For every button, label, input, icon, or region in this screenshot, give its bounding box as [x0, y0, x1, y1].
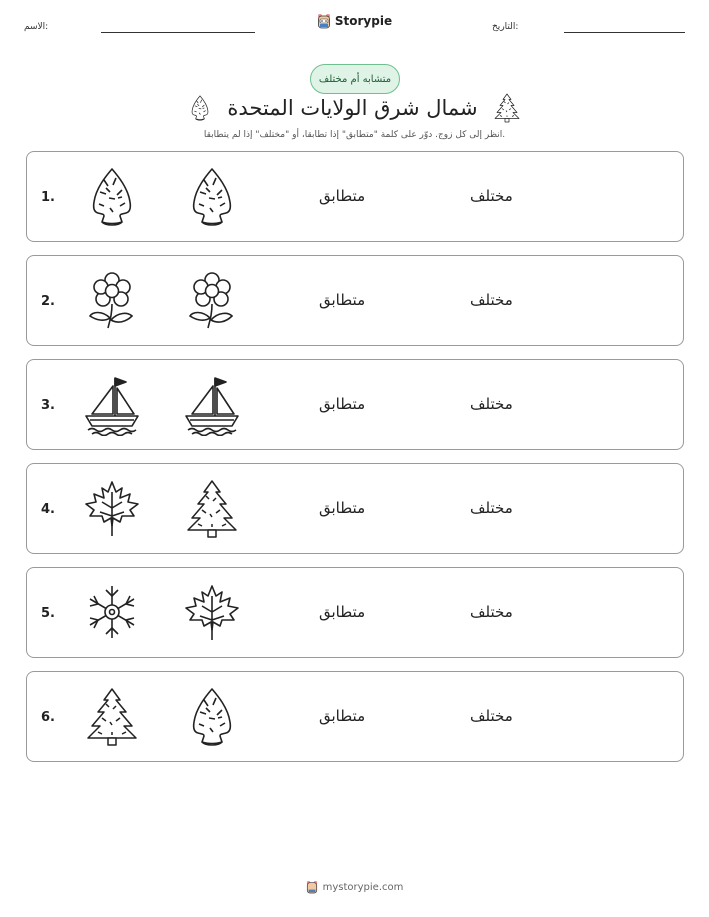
- arrowhead-icon: [182, 686, 242, 748]
- different-option[interactable]: مختلف: [470, 291, 513, 309]
- date-label: التاريخ:: [492, 22, 519, 32]
- maple-leaf-icon: [82, 478, 142, 540]
- maple-leaf-icon: [182, 582, 242, 644]
- brand-name: Storypie: [334, 14, 393, 28]
- arrowhead-icon: [187, 93, 213, 123]
- same-option[interactable]: متطابق: [319, 395, 366, 413]
- pine-tree-icon: [82, 686, 142, 748]
- different-option[interactable]: مختلف: [470, 603, 513, 621]
- same-option[interactable]: متطابق: [319, 291, 366, 309]
- topic-badge-text: متشابه أم مختلف: [318, 73, 392, 85]
- question-number: 4.: [41, 502, 55, 517]
- footer-url: mystorypie.com: [322, 881, 404, 893]
- footer: [0, 880, 709, 894]
- arrowhead-icon: [182, 166, 242, 228]
- question-number: 6.: [41, 710, 55, 725]
- topic-badge: [310, 64, 400, 94]
- mascot-icon: [317, 13, 331, 29]
- pine-tree-icon: [182, 478, 242, 540]
- question-row: [26, 671, 684, 762]
- different-option[interactable]: مختلف: [470, 395, 513, 413]
- sailboat-icon: [82, 374, 142, 436]
- brand-logo: [0, 13, 709, 29]
- pine-tree-icon: [492, 92, 522, 124]
- same-option[interactable]: متطابق: [319, 603, 366, 621]
- arrowhead-icon: [82, 166, 142, 228]
- flower-icon: [182, 270, 242, 332]
- question-number: 1.: [41, 190, 55, 205]
- different-option[interactable]: مختلف: [470, 187, 513, 205]
- different-option[interactable]: مختلف: [470, 707, 513, 725]
- page-title: شمال شرق الولايات المتحدة: [227, 96, 478, 120]
- question-number: 3.: [41, 398, 55, 413]
- mascot-icon: [306, 880, 318, 894]
- different-option[interactable]: مختلف: [470, 499, 513, 517]
- question-row: [26, 255, 684, 346]
- question-row: [26, 359, 684, 450]
- date-line[interactable]: [564, 32, 685, 33]
- snowflake-icon: [82, 582, 142, 644]
- name-label: الاسم:: [24, 22, 49, 32]
- title-row: [0, 92, 709, 124]
- same-option[interactable]: متطابق: [319, 707, 366, 725]
- instructions: انظر إلى كل زوج. دوّر على كلمة "متطابق" إذا تطابقا، أو "مختلف" إذا لم يتطابقا.: [203, 130, 506, 140]
- question-number: 5.: [41, 606, 55, 621]
- flower-icon: [82, 270, 142, 332]
- name-line[interactable]: [101, 32, 255, 33]
- same-option[interactable]: متطابق: [319, 499, 366, 517]
- question-row: [26, 151, 684, 242]
- question-row: [26, 567, 684, 658]
- question-row: [26, 463, 684, 554]
- question-number: 2.: [41, 294, 55, 309]
- same-option[interactable]: متطابق: [319, 187, 366, 205]
- sailboat-icon: [182, 374, 242, 436]
